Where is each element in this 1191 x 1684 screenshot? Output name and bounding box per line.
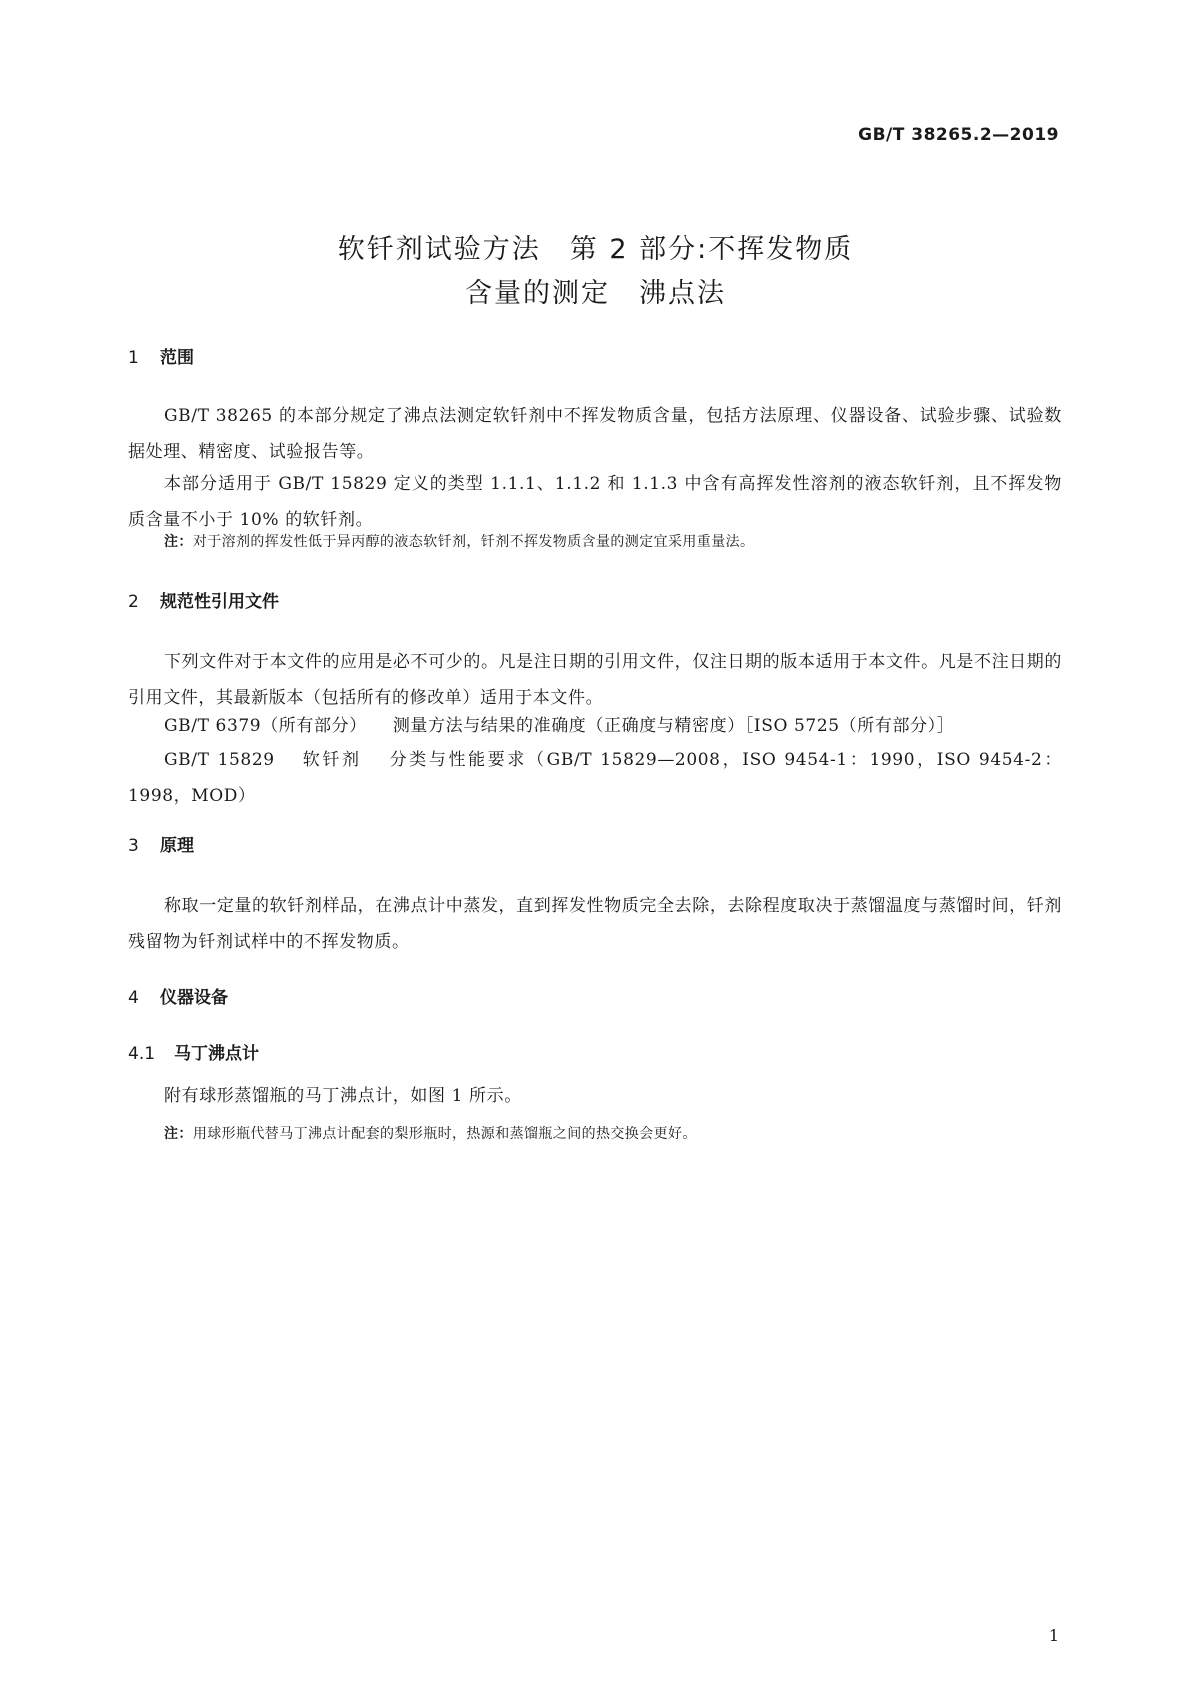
section-title: 仪器设备 [160,988,228,1008]
section-2-paragraph-1: 下列文件对于本文件的应用是必不可少的。凡是注日期的引用文件，仅注日期的版本适用于本文件。凡是不注日期的引用文件，其最新版本（包括所有的修改单）适用于本文件。 [128,652,1062,708]
section-1-note [164,530,754,554]
section-1-paragraph-1: GB/T 38265 的本部分规定了沸点法测定软钎剂中不挥发物质含量，包括方法原理、仪器设备、试验步骤、试验数据处理、精密度、试验报告等。 [128,406,1062,462]
section-number: 1 [128,348,139,368]
reference-name: 软钎剂 [300,750,362,770]
reference-code: GB/T 6379（所有部分） [164,716,367,736]
section-number: 3 [128,836,139,856]
document-title-line-1: 软钎剂试验方法 第 2 部分:不挥发物质 [337,234,854,265]
page-number: 1 [1048,1626,1059,1645]
normative-reference-1 [164,708,954,744]
section-title: 范围 [160,348,194,368]
subsection-4-1-heading [128,1042,259,1066]
normative-reference-2 [128,742,1062,814]
note-text: 用球形瓶代替马丁沸点计配套的梨形瓶时，热源和蒸馏瓶之间的热交换会更好。 [192,1126,697,1142]
subsection-title: 马丁沸点计 [174,1044,259,1064]
section-1-heading [128,346,194,370]
reference-line-1 [128,742,1062,778]
subsection-4-1-paragraph: 附有球形蒸馏瓶的马丁沸点计，如图 1 所示。 [164,1086,522,1106]
note-label: 注： [164,534,193,550]
section-1-paragraph-2: 本部分适用于 GB/T 15829 定义的类型 1.1.1、1.1.2 和 1.1.3 中含有高挥发性溶剂的液态软钎剂，且不挥发物质含量不小于 10% 的软钎剂。 [128,474,1062,530]
section-title: 规范性引用文件 [160,592,279,612]
reference-title: 分类与性能要求（GB/T 15829—2008，ISO 9454-1：1990，ISO 9454-2： [387,750,1062,770]
section-3-heading [128,834,194,858]
subsection-4-1-note [164,1122,697,1146]
document-title-line-2: 含量的测定 沸点法 [465,278,726,309]
section-number: 2 [128,592,139,612]
reference-code: GB/T 15829 [164,750,275,770]
section-4-heading [128,986,228,1010]
note-text: 对于溶剂的挥发性低于异丙醇的液态软钎剂，钎剂不挥发物质含量的测定宜采用重量法。 [192,534,755,550]
section-title: 原理 [160,836,194,856]
section-3-paragraph-1: 称取一定量的软钎剂样品，在沸点计中蒸发，直到挥发性物质完全去除，去除程度取决于蒸馏温度与蒸馏时间，钎剂残留物为钎剂试样中的不挥发物质。 [128,896,1062,952]
subsection-number: 4.1 [128,1044,156,1064]
note-label: 注： [164,1126,193,1142]
reference-title: 测量方法与结果的准确度（正确度与精密度）［ISO 5725（所有部分）］ [392,716,955,736]
section-number: 4 [128,988,139,1008]
standard-code: GB/T 38265.2—2019 [858,125,1059,145]
reference-line-2: 1998，MOD） [128,786,256,806]
section-2-heading [128,590,279,614]
